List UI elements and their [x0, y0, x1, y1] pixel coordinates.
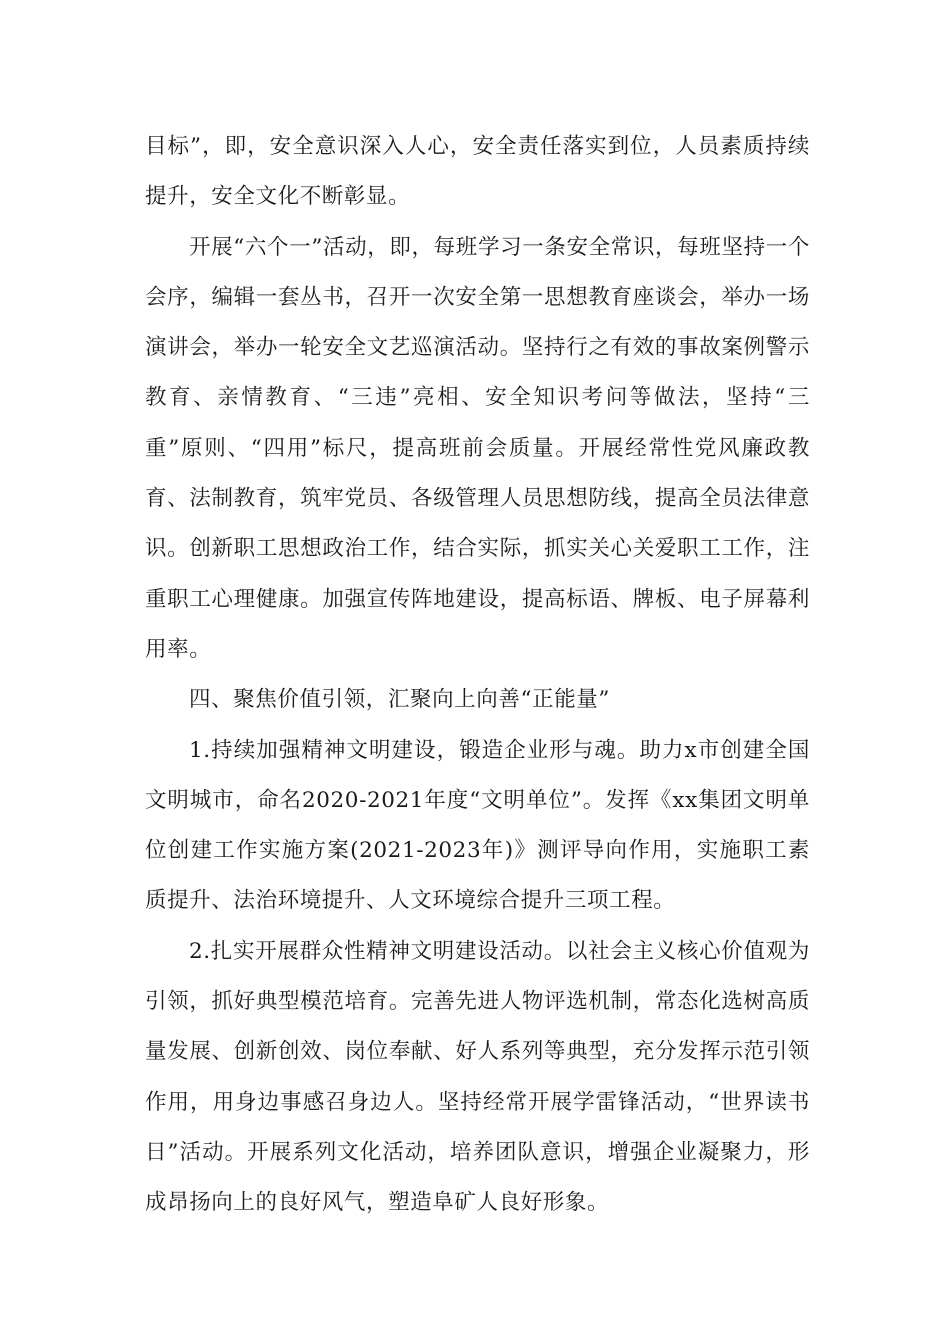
paragraph-continued: 目标”，即，安全意识深入人心，安全责任落实到位，人员素质持续提升，安全文化不断彰显。	[145, 134, 810, 210]
paragraph-item-1: 1.持续加强精神文明建设，锻造企业形与魂。助力x市创建全国文明城市，命名2020-2021年度“文明单位”。发挥《xx集团文明单位创建工作实施方案(2021-2023年)》测评导向作用，实施职工素质提升、法治环境提升、人文环境综合提升三项工程。	[145, 737, 810, 914]
paragraph-six-activities: 开展“六个一”活动，即，每班学习一条安全常识，每班坚持一个会序，编辑一套丛书，召开一次安全第一思想教育座谈会，举办一场演讲会，举办一轮安全文艺巡演活动。坚持行之有效的事故案例警示教育、亲情教育、“三违”亮相、安全知识考问等做法，坚持“三重”原则、“四用”标尺，提高班前会质量。开展经常性党风廉政教育、法制教育，筑牢党员、各级管理人员思想防线，提高全员法律意识。创新职工思想政治工作，结合实际，抓实关心关爱职工工作，注重职工心理健康。加强宣传阵地建设，提高标语、牌板、电子屏幕利用率。	[145, 234, 810, 662]
section-heading: 四、聚焦价值引领，汇聚向上向善“正能量”	[189, 687, 610, 713]
paragraph-item-2: 2.扎实开展群众性精神文明建设活动。以社会主义核心价值观为引领，抓好典型模范培育。完善先进人物评选机制，常态化选树高质量发展、创新创效、岗位奉献、好人系列等典型，充分发挥示范引领作用，用身边事感召身边人。坚持经常开展学雷锋活动，“世界读书日”活动。开展系列文化活动，培养团队意识，增强企业凝聚力，形成昂扬向上的良好风气，塑造阜矿人良好形象。	[145, 938, 810, 1216]
document-body	[145, 122, 810, 1229]
